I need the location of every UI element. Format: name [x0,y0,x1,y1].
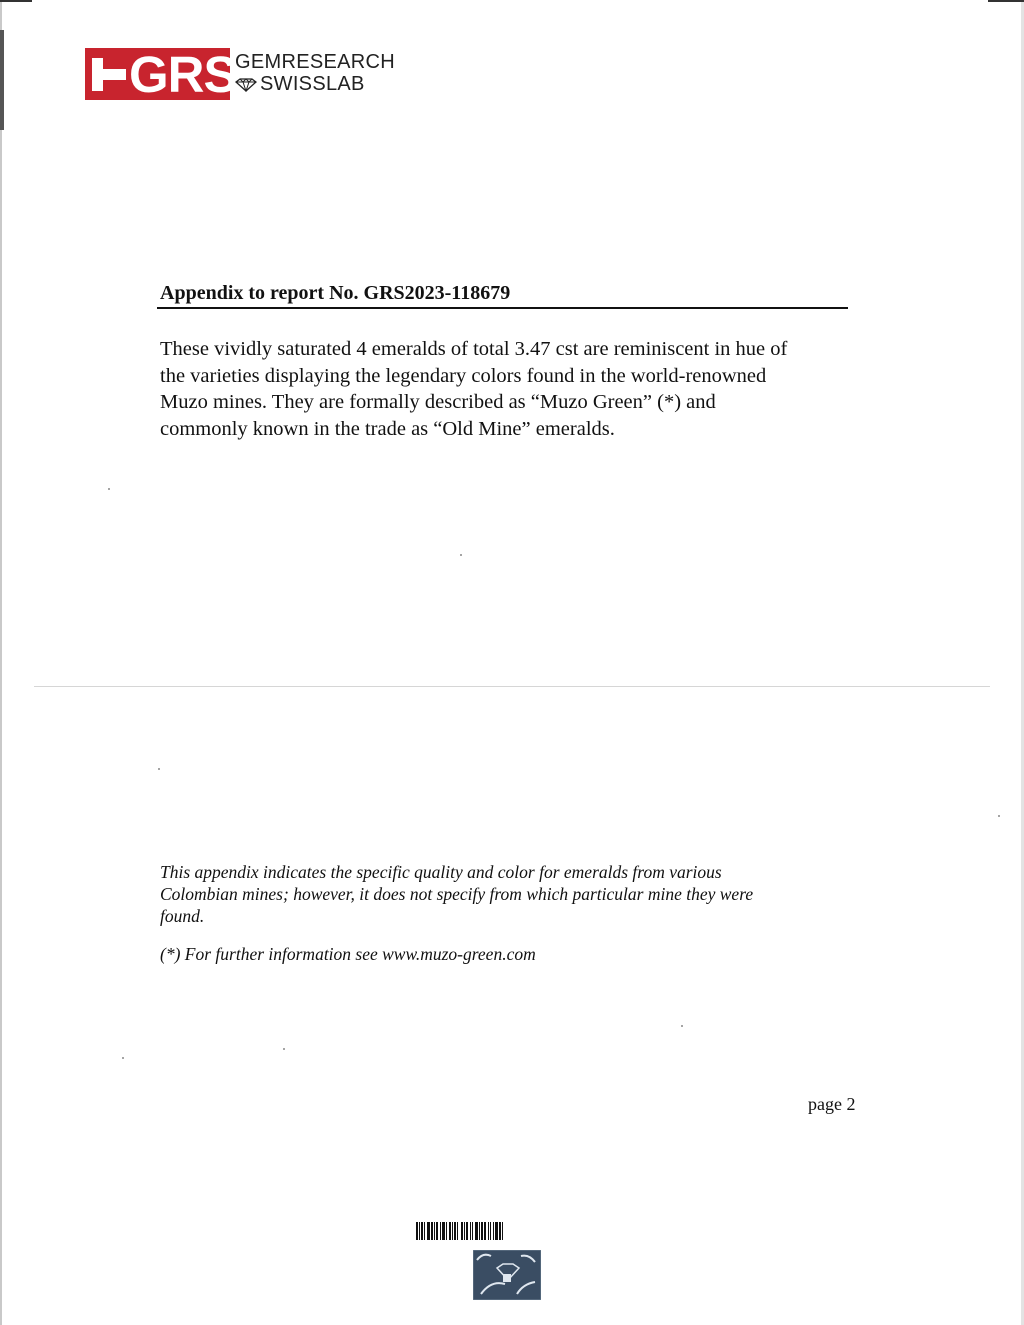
scan-speck [108,488,110,490]
barcode-bar [424,1222,425,1240]
logo-swisslab-text: SWISSLAB [260,73,365,95]
logo-line-swisslab [235,73,365,96]
body-line: These vividly saturated 4 emeralds of total 3.47 cst are reminiscent in hue of [160,338,788,360]
barcode-bar [470,1222,471,1240]
barcode-bar [454,1222,456,1240]
appendix-body [160,336,880,442]
scan-speck [122,1057,124,1059]
disclaimer-line: This appendix indicates the specific quality and color for emeralds from various [160,862,722,882]
barcode-bar [416,1222,418,1240]
barcode-bar [472,1222,473,1240]
barcode-bar [493,1222,494,1240]
barcode-bar [488,1222,489,1240]
barcode-bar [464,1222,465,1240]
barcode-bar [446,1222,447,1240]
scan-speck [681,1025,683,1027]
disclaimer-line: found. [160,906,205,926]
scan-edge-shadow [0,30,4,130]
scan-corner-mark [988,0,1024,2]
appendix-heading: Appendix to report No. GRS2023-118679 [160,282,511,304]
barcode-bar [499,1222,501,1240]
scan-speck [158,768,160,770]
barcode-bar [457,1222,458,1240]
barcode-bar [436,1222,438,1240]
swiss-cross-icon [92,58,126,91]
reference-note: (*) For further information see www.muzo-green.com [160,944,536,964]
scan-speck [460,554,462,556]
barcode-bar [502,1222,503,1240]
barcode-bar [421,1222,423,1240]
page-number: page 2 [808,1094,856,1114]
logo-line-gemresearch: GEMRESEARCH [235,51,395,73]
body-line: commonly known in the trade as “Old Mine” emeralds. [160,417,615,440]
grs-logo [85,48,395,102]
barcode-bar [490,1222,491,1240]
barcode-bar [461,1222,463,1240]
barcode-icon [416,1222,600,1240]
heading-underline [157,307,848,309]
body-line: Muzo mines. They are formally described as “Muzo Green” (*) and [160,391,716,413]
barcode-bar [466,1222,468,1240]
logo-brand: GRS [129,46,237,103]
barcode-bar [479,1222,480,1240]
barcode-bar [484,1222,486,1240]
barcode-bar [440,1222,441,1240]
logo-red-box [85,46,237,103]
scan-edge [0,0,2,1325]
scan-corner-mark [0,0,32,2]
barcode-bar [442,1222,445,1240]
scan-speck [998,815,1000,817]
barcode-bar [419,1222,420,1240]
barcode-bar [495,1222,498,1240]
barcode-bar [481,1222,483,1240]
barcode-bar [452,1222,453,1240]
disclaimer-line: Colombian mines; however, it does not specify from which particular mine they were [160,884,754,904]
barcode-bar [431,1222,433,1240]
barcode-bar [449,1222,451,1240]
diamond-icon [235,78,257,92]
barcode-bar [427,1222,430,1240]
disclaimer-note [160,861,850,927]
paper-fold-line [34,686,990,687]
barcode-bar [434,1222,435,1240]
body-line: the varieties displaying the legendary colors found in the world-renowned [160,364,767,387]
security-hologram-icon [473,1250,541,1300]
barcode-bar [475,1222,478,1240]
scan-speck [283,1048,285,1050]
